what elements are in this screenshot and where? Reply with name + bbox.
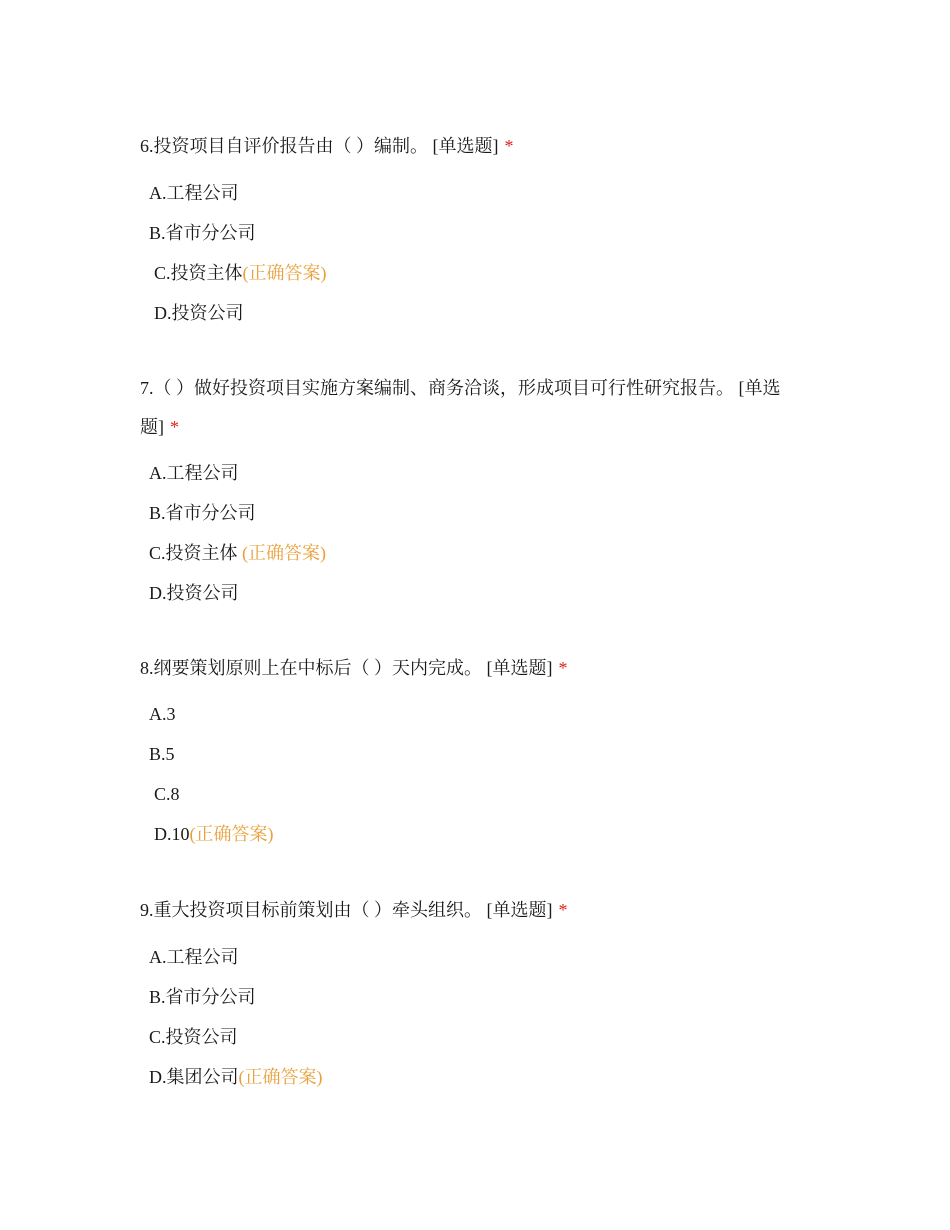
question-8-option-a: A.3: [149, 704, 176, 724]
question-9-option-b: B.省市分公司: [149, 987, 256, 1007]
question-9-title: [140, 891, 810, 930]
correct-answer-label: (正确答案): [242, 543, 327, 563]
question-text: 9.重大投资项目标前策划由（ ）牵头组织。 [单选题]: [140, 900, 553, 920]
question-9-option-d: [149, 1065, 323, 1089]
question-8-title: [140, 649, 810, 688]
required-mark: *: [558, 900, 568, 920]
question-7-option-c: [149, 541, 326, 565]
required-mark: *: [170, 417, 179, 437]
option-text: D.10: [154, 824, 190, 844]
question-9-option-c: C.投资公司: [149, 1027, 238, 1047]
correct-answer-label: (正确答案): [238, 1067, 323, 1087]
required-mark: *: [558, 658, 568, 678]
question-text: 8.纲要策划原则上在中标后（ ）天内完成。 [单选题]: [140, 658, 553, 678]
question-6-title: [140, 127, 810, 166]
required-mark: *: [504, 136, 514, 156]
question-8-option-c: C.8: [154, 784, 180, 804]
question-6-option-b: B.省市分公司: [149, 223, 256, 243]
question-6-option-a: A.工程公司: [149, 183, 239, 203]
option-text: C.投资主体: [149, 543, 243, 563]
question-8-option-b: B.5: [149, 744, 175, 764]
question-7-option-b: B.省市分公司: [149, 503, 256, 523]
question-6-option-c: [154, 261, 327, 285]
correct-answer-label: (正确答案): [189, 824, 274, 844]
option-text: C.投资主体: [154, 263, 243, 283]
question-8-option-d: [154, 822, 274, 846]
question-7-option-d: D.投资公司: [149, 583, 239, 603]
question-text: 6.投资项目自评价报告由（ ）编制。 [单选题]: [140, 136, 499, 156]
option-text: D.集团公司: [149, 1067, 239, 1087]
question-7-option-a: A.工程公司: [149, 463, 239, 483]
correct-answer-label: (正确答案): [242, 263, 327, 283]
question-9-option-a: A.工程公司: [149, 947, 239, 967]
question-text: 7.（ ）做好投资项目实施方案编制、商务洽谈，形成项目可行性研究报告。 [单选题]: [140, 378, 781, 437]
question-7-title: [140, 369, 810, 447]
question-6-option-d: D.投资公司: [154, 303, 244, 323]
